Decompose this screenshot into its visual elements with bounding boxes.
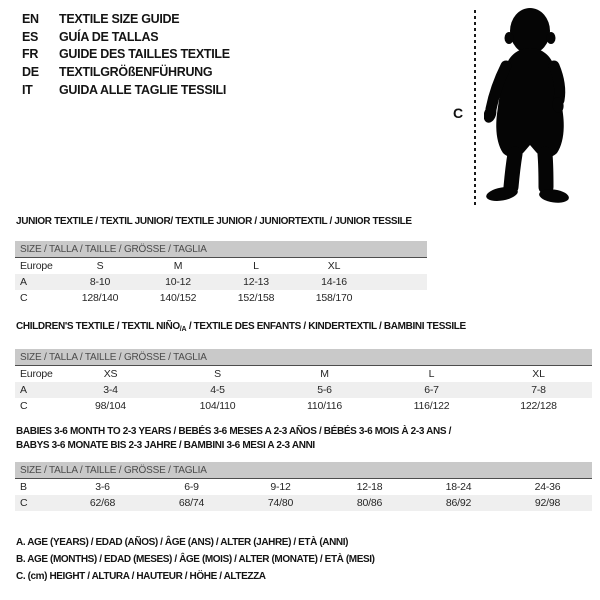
lang-row-it — [22, 82, 230, 100]
table-row — [15, 479, 592, 496]
size-cell: 9-12 — [270, 481, 291, 493]
size-cell: XS — [103, 368, 118, 380]
size-cell: XL — [532, 368, 545, 380]
size-cell: 7-8 — [485, 382, 592, 398]
size-cell: S — [214, 368, 221, 380]
row-label: A — [15, 382, 57, 398]
size-cell: 74/80 — [236, 495, 325, 511]
size-cell: 8-10 — [61, 274, 139, 290]
size-cell: 5-6 — [271, 382, 378, 398]
size-cell: 98/104 — [95, 400, 126, 412]
size-cell: S — [96, 260, 104, 272]
size-cell: 110/116 — [307, 400, 342, 412]
lang-row-es — [22, 29, 230, 47]
lang-title: TEXTILE SIZE GUIDE — [59, 12, 180, 26]
size-cell: M — [173, 260, 183, 272]
junior-table-title: JUNIOR TEXTILE / TEXTIL JUNIOR/ TEXTILE JUNIOR / JUNIORTEXTIL / JUNIOR TESSILE — [16, 216, 412, 227]
size-cell: 80/86 — [325, 495, 414, 511]
footnote-b: B. AGE (MONTHS) / EDAD (MESES) / ÂGE (MOIS) / ALTER (MONATE) / ETÀ (MESI) — [16, 554, 375, 565]
babies-size-table — [15, 462, 592, 511]
filler-cell — [373, 290, 427, 306]
size-cell: 6-9 — [184, 481, 199, 493]
toddler-silhouette-icon — [484, 6, 572, 204]
lang-code: EN — [22, 12, 39, 26]
row-label: C — [20, 400, 28, 412]
size-header-bar: SIZE / TALLA / TAILLE / GRÖSSE / TAGLIA — [15, 349, 592, 366]
children-title-subscript: /A — [179, 326, 187, 333]
babies-table-title-line2: BABYS 3-6 MONATE BIS 2-3 JAHRE / BAMBINI 3-6 MESI A 2-3 ANNI — [16, 440, 315, 451]
size-cell: 24-36 — [534, 481, 561, 493]
size-cell: 10-12 — [139, 274, 217, 290]
size-cell: 12-18 — [356, 481, 383, 493]
size-cell: 18-24 — [445, 481, 472, 493]
size-cell: 116/122 — [413, 400, 450, 412]
size-cell: M — [320, 368, 329, 380]
size-cell: 128/140 — [81, 292, 119, 304]
size-cell: XL — [327, 260, 341, 272]
table-row — [15, 258, 427, 275]
size-cell: 158/170 — [315, 292, 353, 304]
table-row — [15, 290, 427, 306]
lang-code: FR — [22, 47, 39, 62]
row-label: C — [20, 292, 28, 304]
junior-size-table — [15, 241, 427, 306]
size-cell: 3-6 — [95, 481, 110, 493]
lang-title: TEXTILGRÖßENFÜHRUNG — [59, 65, 213, 80]
size-header-bar: SIZE / TALLA / TAILLE / GRÖSSE / TAGLIA — [15, 462, 592, 479]
babies-table-title-line1: BABIES 3-6 MONTH TO 2-3 YEARS / BEBÉS 3-6 MESES A 2-3 AÑOS / BÉBÉS 3-6 MOIS À 2-3 ANS / — [16, 426, 452, 437]
row-label: C — [15, 495, 58, 511]
size-cell: 4-5 — [164, 382, 271, 398]
lang-title: GUÍA DE TALLAS — [59, 29, 159, 44]
children-title-part1: CHILDREN'S TEXTILE / TEXTIL NIÑO — [16, 321, 180, 332]
lang-code: IT — [22, 82, 33, 97]
size-cell: 14-16 — [295, 274, 373, 290]
table-row — [15, 366, 592, 383]
size-cell: 62/68 — [58, 495, 147, 511]
table-row — [15, 495, 592, 511]
table-row — [15, 398, 592, 414]
lang-row-fr — [22, 46, 230, 64]
children-size-table — [15, 349, 592, 414]
size-cell: 122/128 — [520, 400, 557, 412]
lang-title: GUIDE DES TAILLES TEXTILE — [59, 47, 230, 62]
size-cell: 140/152 — [159, 292, 197, 304]
lang-row-de — [22, 64, 230, 82]
size-cell: 3-4 — [57, 382, 164, 398]
filler-cell — [373, 258, 427, 275]
row-label: A — [15, 274, 61, 290]
footnote-c: C. (cm) HEIGHT / ALTURA / HAUTEUR / HÖHE / ALTEZZA — [16, 571, 266, 582]
lang-code: DE — [22, 65, 39, 80]
row-label: Europe — [20, 260, 53, 272]
size-cell: 92/98 — [503, 495, 592, 511]
height-measure-dashed-line — [474, 10, 476, 208]
size-cell: 68/74 — [147, 495, 236, 511]
size-cell: 12-13 — [217, 274, 295, 290]
children-title-part2: / TEXTILE DES ENFANTS / KINDERTEXTIL / BAMBINI TESSILE — [186, 321, 466, 332]
row-label: Europe — [20, 368, 53, 380]
table-row — [15, 274, 427, 290]
size-cell: 104/110 — [199, 400, 236, 412]
size-cell: L — [428, 368, 435, 380]
lang-code: ES — [22, 29, 39, 44]
size-cell: L — [253, 260, 259, 272]
size-cell: 152/158 — [237, 292, 275, 304]
size-header-bar: SIZE / TALLA / TAILLE / GRÖSSE / TAGLIA — [15, 241, 427, 258]
row-label: B — [20, 481, 27, 493]
measure-c-label: C — [453, 105, 464, 121]
lang-title: GUIDA ALLE TAGLIE TESSILI — [59, 82, 227, 97]
size-cell: 6-7 — [378, 382, 485, 398]
filler-cell — [373, 274, 427, 290]
lang-row-en — [22, 11, 230, 29]
table-row — [15, 382, 592, 398]
footnote-a: A. AGE (YEARS) / EDAD (AÑOS) / ÂGE (ANS) / ALTER (JAHRE) / ETÀ (ANNI) — [16, 537, 349, 548]
size-cell: 86/92 — [414, 495, 503, 511]
children-table-title — [16, 321, 466, 333]
language-title-block — [22, 11, 230, 100]
